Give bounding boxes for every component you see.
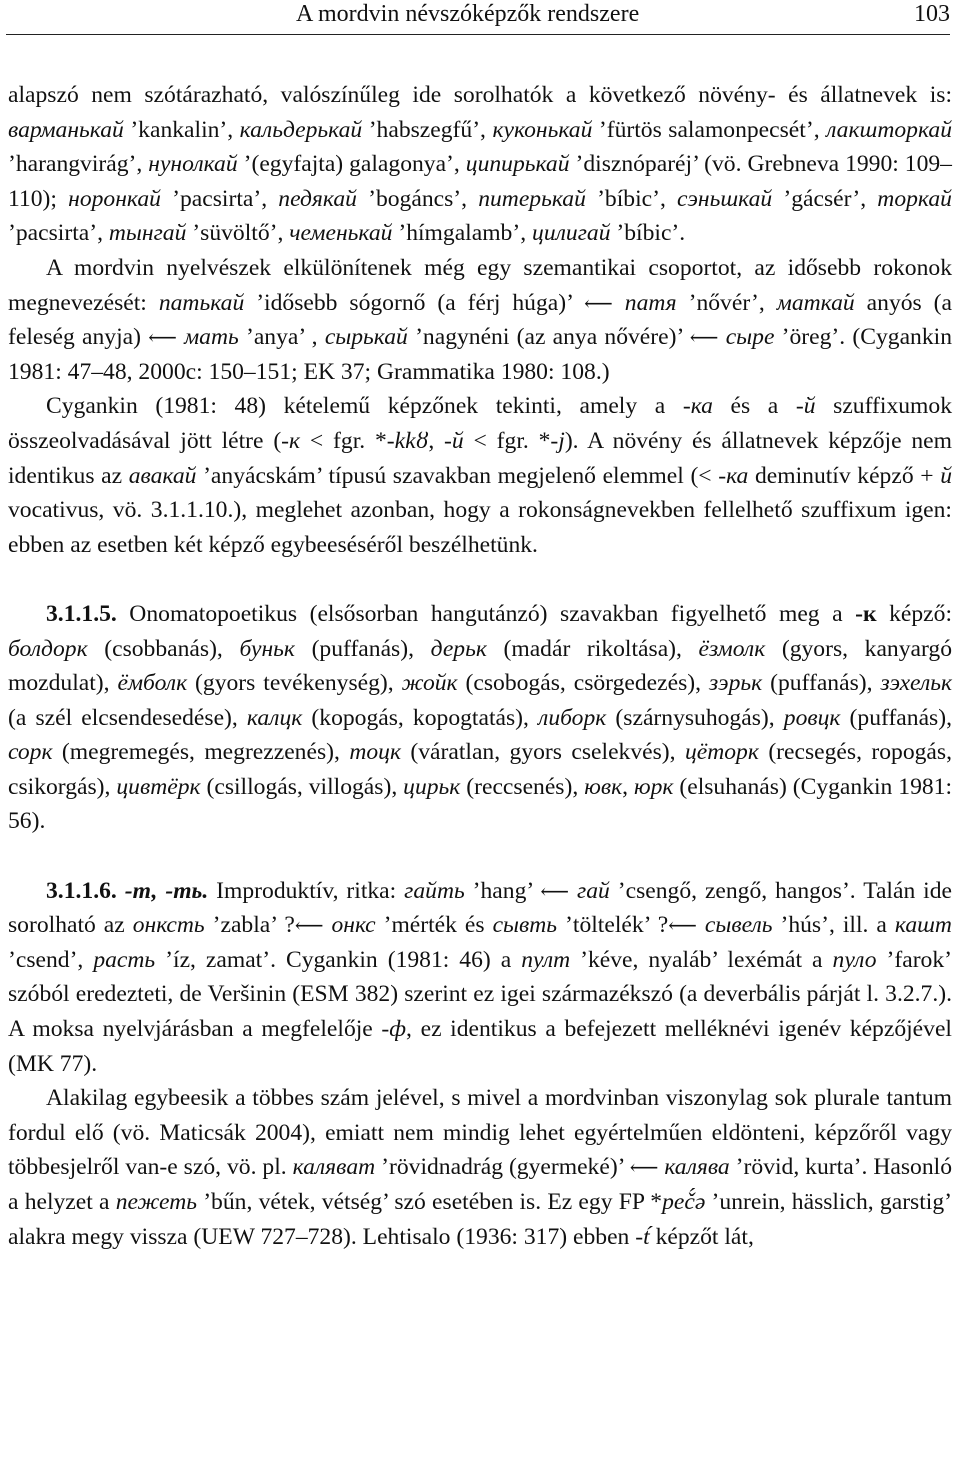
suffix: ка bbox=[726, 462, 749, 489]
mordvin-word: тынгай bbox=[108, 220, 187, 247]
text-run: Improduktív, ritka: bbox=[208, 877, 405, 904]
running-title: A mordvin névszóképzők rendszere bbox=[296, 1, 640, 27]
suffix: й bbox=[803, 393, 816, 420]
mordvin-word: ювк bbox=[584, 773, 623, 800]
body-text bbox=[8, 78, 952, 1254]
running-header bbox=[6, 0, 950, 35]
mordvin-word: питерькай bbox=[478, 185, 586, 212]
text-run: Cygankin (1981: 48) kételemű képzőnek tekinti, amely a - bbox=[46, 393, 691, 420]
text-run: ’bogáncs’, bbox=[356, 185, 479, 212]
text-run: (csobbanás), bbox=[87, 635, 240, 662]
text-run: Alakilag egybeesik a többes szám jelével, s mivel a mordvinban viszonylag sok plurale tantum fordul elő (vö. Maticsák 2004), emiatt nem mindig lehet egyértelműen eldönteni, képzőről vagy többesjelről van-e szó, vö. pl. bbox=[8, 1085, 952, 1181]
text-run: (váratlan, gyors cselekvés), bbox=[400, 739, 685, 766]
section-3-1-1-5 bbox=[8, 597, 952, 839]
mordvin-word: калявaт bbox=[292, 1154, 376, 1181]
text-run: ’idősebb sógornő (a férj húga)’ bbox=[244, 289, 585, 316]
text-run: , bbox=[622, 773, 634, 800]
text-run: ’hang’ bbox=[464, 877, 541, 904]
mordvin-word: маткай bbox=[776, 289, 855, 316]
text-run: anyós (a feleség anyja) bbox=[8, 289, 952, 351]
text-run: ’hús’, ill. a bbox=[772, 912, 895, 939]
mordvin-word: авакай bbox=[128, 462, 197, 489]
mordvin-word: пуло bbox=[832, 946, 877, 973]
text-run: ’bűn, vétek, vétség’ szó esetében is. Ez egy FP * bbox=[196, 1189, 663, 1215]
mordvin-word: ципирькай bbox=[465, 151, 570, 178]
mordvin-word: куконькай bbox=[492, 116, 593, 143]
text-run: ’anyácskám’ típusú szavakban megjelenő elemmel (< - bbox=[196, 462, 727, 489]
mordvin-word: буньк bbox=[239, 635, 295, 662]
text-run: ’harangvirág’, bbox=[8, 151, 149, 178]
mordvin-word: цивтёрк bbox=[116, 773, 201, 800]
mordvin-word: патя bbox=[612, 289, 677, 316]
mordvin-word: калцк bbox=[246, 704, 303, 731]
mordvin-word: ёмболк bbox=[117, 670, 188, 697]
mordvin-word: гайть bbox=[404, 877, 465, 904]
text-run: ’nővér’, bbox=[676, 289, 777, 316]
text-run: ’íz, zamat’. Cygankin (1981: 46) a bbox=[155, 946, 522, 973]
text-run: ’gácsér’, bbox=[772, 185, 878, 212]
mordvin-word: сывть bbox=[492, 912, 558, 939]
mordvin-word: норонкай bbox=[68, 185, 161, 212]
text-run: ’bíbic’. bbox=[610, 220, 686, 247]
text-run: képzőt lát, bbox=[649, 1223, 754, 1250]
text-run: ’süvöltő’, bbox=[186, 220, 290, 247]
text-run: ’csend’, bbox=[8, 946, 94, 973]
mordvin-word: мать bbox=[176, 324, 239, 351]
section-3-1-1-6 bbox=[8, 874, 952, 1082]
reconstructed-form: peč́ə bbox=[662, 1189, 706, 1215]
mordvin-word: онкс bbox=[323, 912, 376, 939]
text-run: ’fürtös salamonpecsét’, bbox=[592, 116, 827, 143]
text-run: ’rövid, kurta’. Hasonló a helyzet a bbox=[8, 1154, 953, 1215]
suffix: t́ bbox=[643, 1223, 650, 1250]
mordvin-word: патькай bbox=[158, 289, 245, 316]
suffix: й bbox=[451, 427, 464, 454]
mordvin-word: зэрьк bbox=[708, 670, 763, 697]
suffix-bold: -т, -ть. bbox=[116, 877, 209, 904]
text-run: ’pacsirta’, bbox=[8, 220, 109, 247]
mordvin-word: ёзмолк bbox=[698, 635, 766, 662]
text-run: ’nagynéni (az anya nővére)’ bbox=[407, 324, 690, 351]
mordvin-word: болдорк bbox=[8, 635, 88, 662]
mordvin-word: цирьк bbox=[403, 773, 461, 800]
text-run: ’mérték és bbox=[375, 912, 493, 939]
mordvin-word: калява bbox=[658, 1154, 730, 1181]
text-run: ’hímgalamb’, bbox=[392, 220, 533, 247]
text-run: ’farok’ szóból eredezteti, de Veršinin (ESM 382) szerint ez igei származékszó (a deverbális párját l. 3.2.7.). A moksa nyelvjárásban a megfelelője - bbox=[8, 946, 953, 1043]
mordvin-word: сэньшкай bbox=[677, 185, 773, 212]
text-run: (madár rikoltása), bbox=[486, 635, 699, 662]
text-run: (szárnysuhogás), bbox=[606, 704, 784, 731]
text-run: (puffanás), bbox=[840, 704, 952, 731]
text-run: (gyors, kanyargó mozdulat), bbox=[8, 635, 953, 697]
mordvin-word: дерьк bbox=[430, 635, 487, 662]
mordvin-word: сывель bbox=[696, 912, 773, 939]
text-run: ’zabla’ ? bbox=[204, 912, 295, 939]
section-number: 3.1.1.5. bbox=[46, 600, 117, 627]
text-run: , - bbox=[428, 427, 452, 454]
mordvin-word: сыре bbox=[718, 324, 775, 351]
text-run: Onomatopoetikus (elsősorban hangutánzó) szavakban figyelhető meg a bbox=[116, 600, 856, 627]
text-run: (recsegés, ropogás, csikorgás), bbox=[8, 739, 952, 800]
mordvin-word: варманькай bbox=[8, 116, 124, 143]
section-number: 3.1.1.6. bbox=[46, 877, 117, 904]
paragraph-plural-homonymy bbox=[8, 1081, 952, 1254]
text-run: ’disznóparéj’ (vö. Grebneva 1990: 109–110); bbox=[8, 151, 952, 212]
mordvin-word: сырькай bbox=[324, 324, 408, 351]
mordvin-word: пежеть bbox=[115, 1189, 197, 1215]
text-run: alapszó nem szótárazható, valószínűleg ide sorolhatók a következő növény- és állatnevek is: bbox=[8, 82, 952, 108]
mordvin-word: тоцк bbox=[349, 739, 401, 766]
derivation-arrow: ⟵ bbox=[668, 913, 697, 938]
text-run: (kopogás, kopogtatás), bbox=[302, 704, 539, 731]
text-run: ’kéve, nyaláb’ lexémát a bbox=[570, 946, 833, 973]
text-run: (puffanás), bbox=[762, 670, 881, 697]
mordvin-word: пулт bbox=[521, 946, 571, 973]
mordvin-word: ровцк bbox=[783, 704, 841, 731]
suffix: ф bbox=[389, 1016, 407, 1043]
suffix: kkȣ bbox=[394, 427, 429, 454]
suffix: й bbox=[940, 462, 952, 489]
mordvin-word: торкай bbox=[877, 185, 952, 212]
text-run: (puffanás), bbox=[294, 635, 431, 662]
paragraph-plant-animal-names bbox=[8, 78, 952, 251]
text-run: (csillogás, villogás), bbox=[200, 773, 404, 800]
text-run: ’bíbic’, bbox=[585, 185, 678, 212]
mordvin-word: либорк bbox=[538, 704, 607, 731]
derivation-arrow: ⟵ bbox=[689, 325, 719, 350]
text-run: < fgr. *- bbox=[463, 427, 559, 454]
text-run: szuffixumok összeolvadásával jött létre (- bbox=[8, 393, 952, 454]
text-run: (a szél elcsendesedése), bbox=[8, 704, 247, 731]
text-run: ’habszegfű’, bbox=[362, 116, 493, 143]
text-run: ’rövidnadrág (gyermeké)’ bbox=[375, 1154, 630, 1181]
suffix: к bbox=[289, 427, 301, 454]
mordvin-word: педякай bbox=[278, 185, 357, 212]
text-run: képző: bbox=[876, 600, 952, 627]
mordvin-word: цёторк bbox=[684, 739, 759, 766]
derivation-arrow: ⟵ bbox=[148, 325, 177, 350]
mordvin-word: лакшторкай bbox=[826, 116, 952, 143]
mordvin-word: чеменькай bbox=[289, 220, 393, 247]
text-run: ’csengő, zengő, hangos’. Talán ide sorolható az bbox=[8, 877, 953, 939]
mordvin-word: зэхельк bbox=[880, 670, 953, 697]
derivation-arrow: ⟵ bbox=[629, 1155, 659, 1180]
suffix: ка bbox=[690, 393, 713, 420]
mordvin-word: расть bbox=[93, 946, 156, 973]
derivation-arrow: ⟵ bbox=[584, 290, 613, 315]
mordvin-word: кашт bbox=[894, 912, 952, 939]
page-number: 103 bbox=[914, 1, 950, 27]
text-run: ’pacsirta’, bbox=[160, 185, 279, 212]
suffix-bold: -к bbox=[855, 600, 877, 627]
mordvin-word: гай bbox=[569, 877, 610, 904]
paragraph-kinship-terms bbox=[8, 251, 952, 389]
text-run: és a - bbox=[712, 393, 804, 420]
text-run: (csobogás, csörgedezés), bbox=[457, 670, 709, 697]
mordvin-word: нунолкай bbox=[148, 151, 238, 178]
text-run: (elsuhanás) (Cygankin 1981: 56). bbox=[8, 773, 953, 835]
suffix: j bbox=[558, 427, 565, 454]
text-run: A mordvin nyelvészek elkülönítenek még egy szemantikai csoportot, az idősebb rokonok megnevezését: bbox=[8, 254, 952, 316]
mordvin-word: жойк bbox=[401, 670, 458, 697]
text-run: ’kankalin’, bbox=[123, 116, 240, 143]
text-run: (megremegés, megrezzenés), bbox=[52, 739, 350, 766]
text-run: ’(egyfajta) galagonya’, bbox=[237, 151, 466, 178]
text-run: ’öreg’. (Cygankin 1981: 47–48, 2000c: 150–151; EK 37; Grammatika 1980: 108.) bbox=[8, 324, 953, 385]
text-run: ). A növény és állatnevek képzője nem identikus az bbox=[8, 427, 953, 489]
mordvin-word: онксть bbox=[132, 912, 205, 939]
text-run: ’anya’ , bbox=[238, 324, 325, 351]
derivation-arrow: ⟵ bbox=[540, 878, 570, 903]
text-run: (gyors tevékenység), bbox=[187, 670, 402, 697]
text-run: (reccsenés), bbox=[460, 773, 585, 800]
derivation-arrow: ⟵ bbox=[294, 913, 324, 938]
mordvin-word: кальдерькай bbox=[239, 116, 363, 143]
text-run: ’unrein, hässlich, garstig’ alakra megy vissza (UEW 727–728). Lehtisalo (1936: 317) ebben - bbox=[8, 1189, 952, 1250]
text-run: , ez identikus a befejezett melléknévi igenév képzőjével (MK 77). bbox=[8, 1016, 952, 1077]
paragraph-suffix-origin bbox=[8, 389, 952, 562]
mordvin-word: юрк bbox=[633, 773, 674, 800]
text-run: ’töltelék’ ? bbox=[557, 912, 669, 939]
text-run: vocativus, vö. 3.1.1.10.), meglehet azonban, hogy a rokonságnevekben fellelhető szuffixum igen: ebben az esetben két képző egybeeséséről beszélhetünk. bbox=[8, 497, 952, 558]
text-run: deminutív képző + bbox=[748, 462, 941, 489]
mordvin-word: сорк bbox=[8, 739, 53, 766]
mordvin-word: цилигай bbox=[532, 220, 611, 247]
text-run: < fgr. *- bbox=[300, 427, 395, 454]
